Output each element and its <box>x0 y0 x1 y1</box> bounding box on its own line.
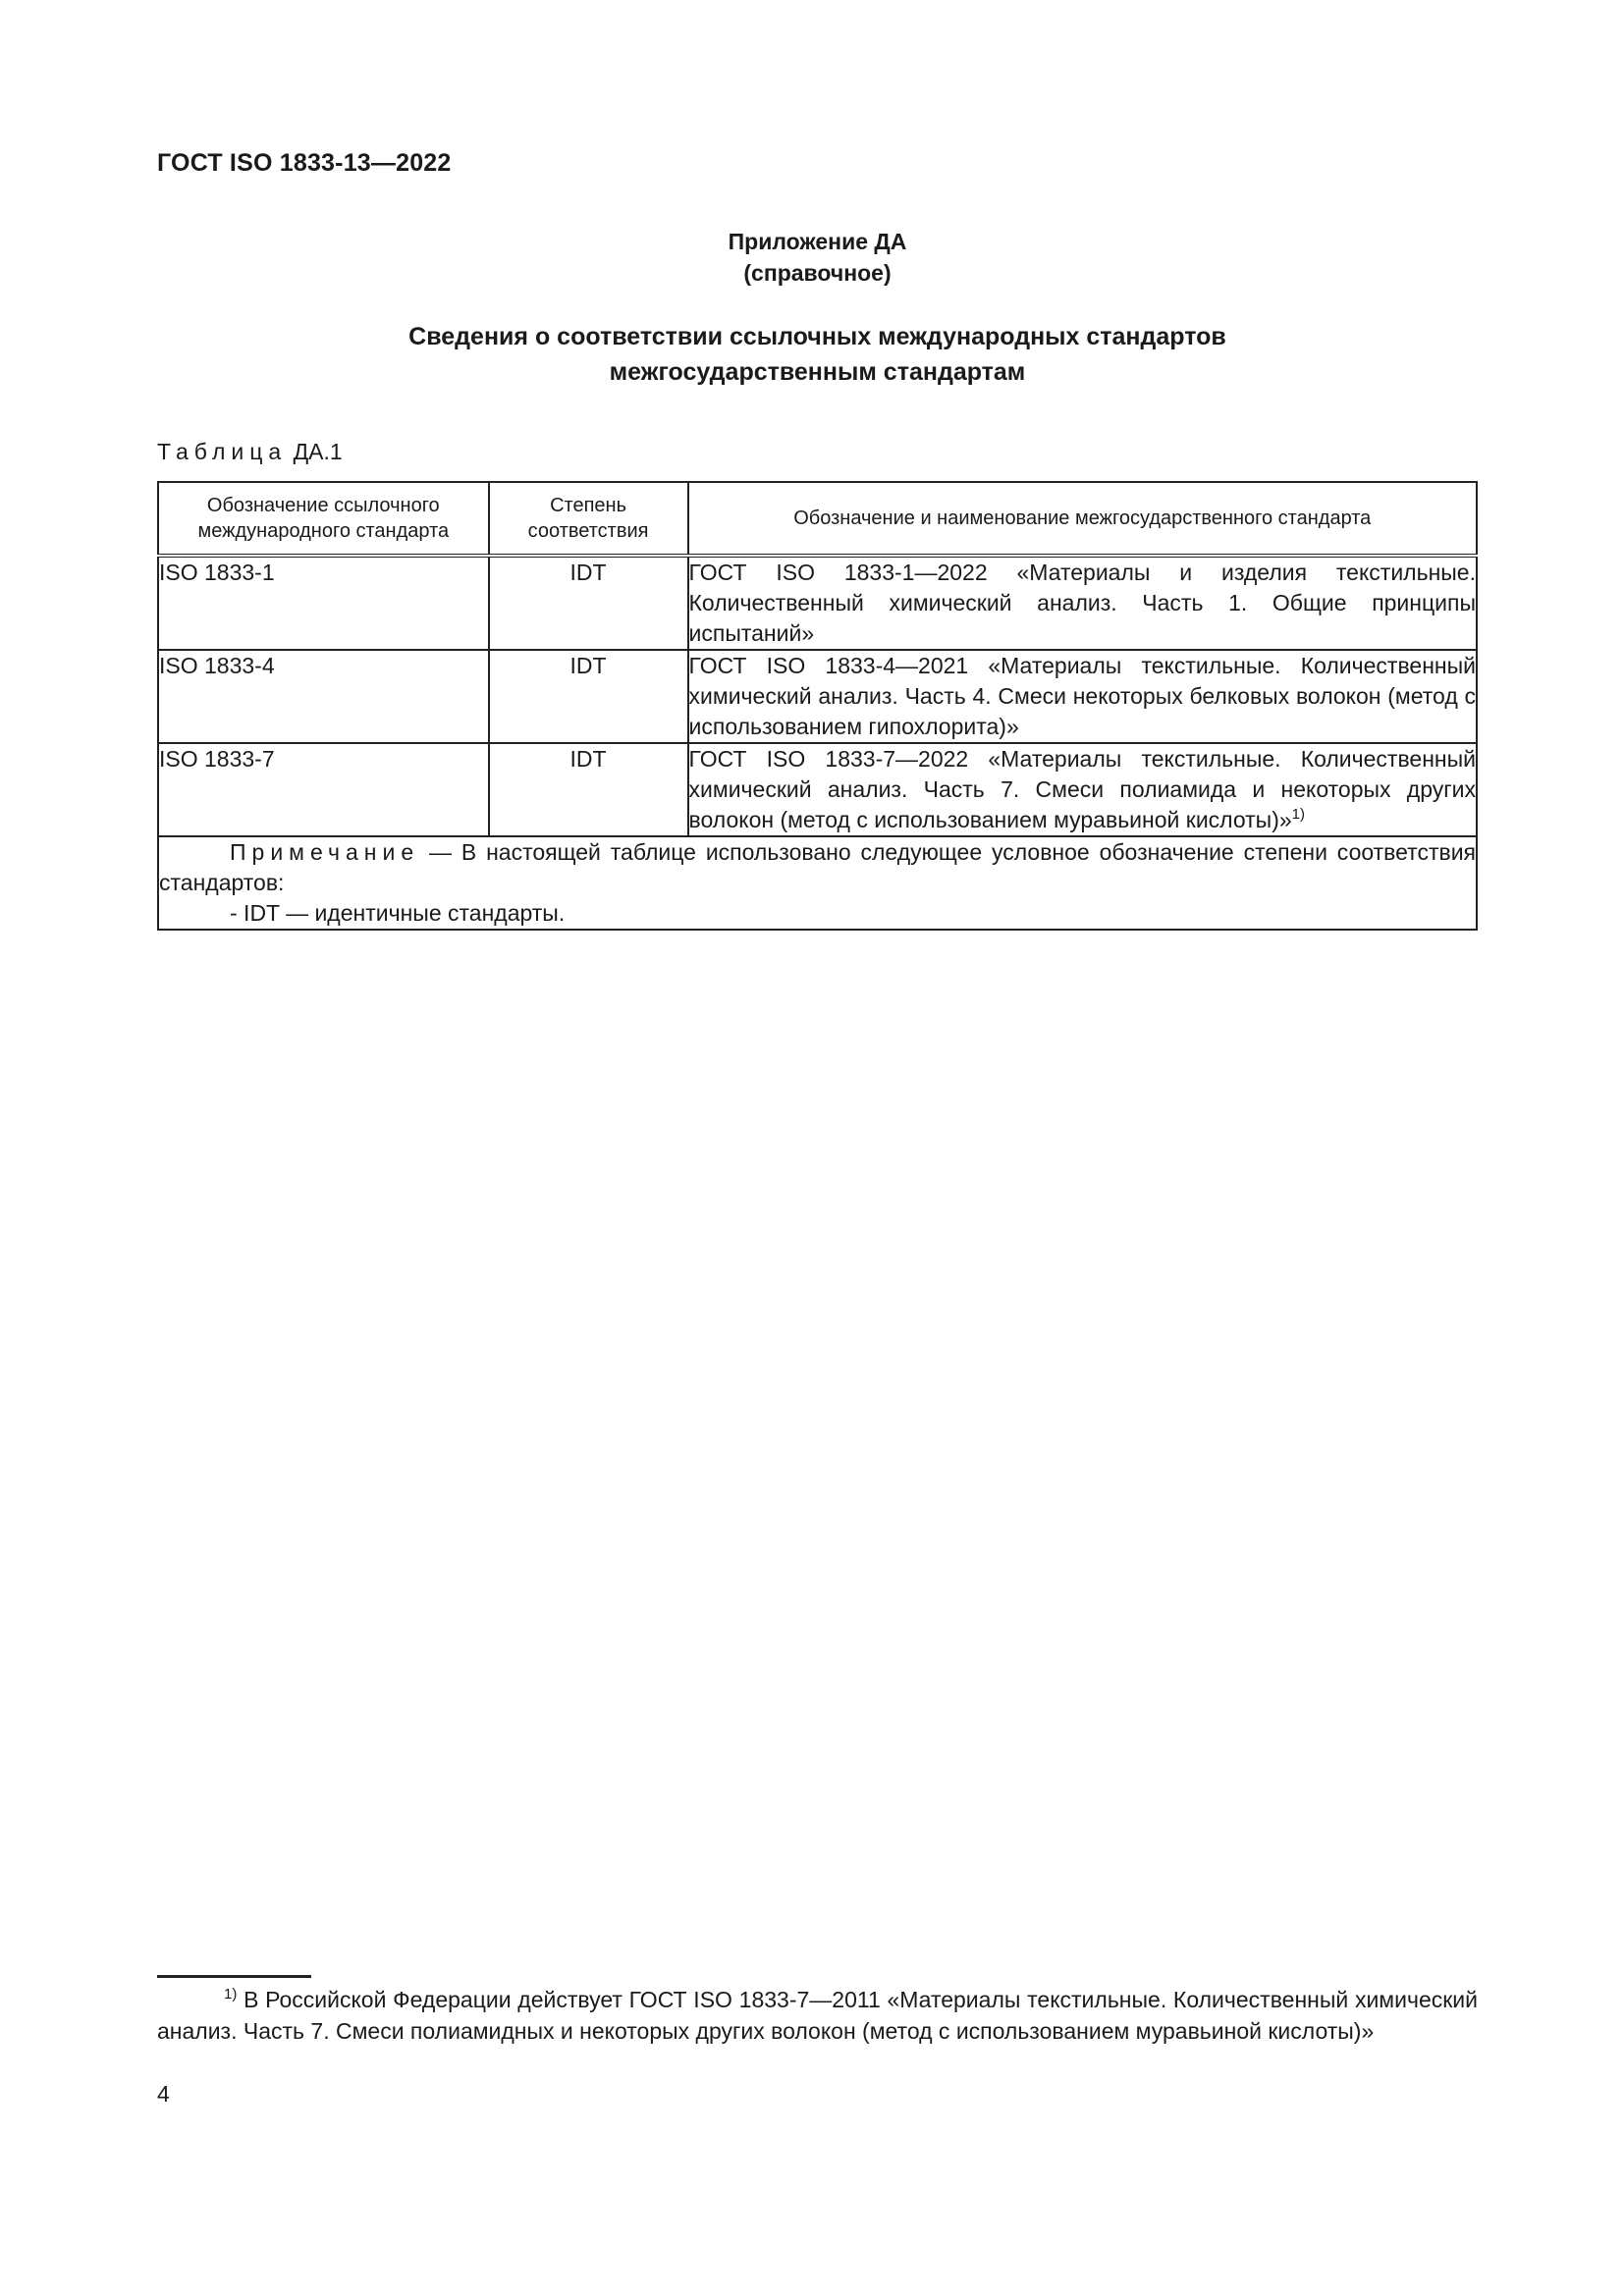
table-caption <box>157 439 343 465</box>
footnote-reference[interactable]: 1) <box>1291 806 1305 823</box>
page-number: 4 <box>157 2081 170 2107</box>
header-international-standard: Обозначение ссылочного международного стандарта <box>158 482 489 556</box>
table-header-row <box>158 482 1477 556</box>
table-row <box>158 743 1477 836</box>
table-row <box>158 650 1477 743</box>
cell-code: ISO 1833-4 <box>158 650 489 743</box>
title-line-1: Сведения о соответствии ссылочных международных стандартов <box>408 323 1226 350</box>
table-caption-word: Таблица <box>157 439 288 464</box>
correspondence-table <box>157 481 1478 931</box>
title-line-2: межгосударственным стандартам <box>609 358 1026 386</box>
note-label: Примечание <box>230 839 420 865</box>
appendix-heading <box>157 226 1478 289</box>
cell-degree: IDT <box>489 743 688 836</box>
appendix-name: Приложение ДА <box>728 229 907 254</box>
table-caption-number: ДА.1 <box>293 439 343 464</box>
cell-description: ГОСТ ISO 1833-7—2022 «Материалы текстильные. Количественный химический анализ. Часть 7. Смеси полиамида и некоторых других волокон (метод с использованием муравьиной кислоты)»$^{1)}$ <box>688 743 1477 836</box>
appendix-kind: (справочное) <box>743 260 892 286</box>
cell-degree: IDT <box>489 556 688 650</box>
cell-degree: IDT <box>489 650 688 743</box>
header-degree: Степень соответствия <box>489 482 688 556</box>
footnote-separator <box>157 1975 311 1978</box>
footnote-text: В Российской Федерации действует ГОСТ ISO 1833-7—2011 «Материалы текстильные. Количественный химический анализ. Часть 7. Смеси полиамидных и некоторых других волокон (метод с использованием муравьиной кислоты)» <box>157 1987 1478 2044</box>
footnote <box>157 1984 1478 2047</box>
cell-code: ISO 1833-7 <box>158 743 489 836</box>
table-note-row <box>158 836 1477 930</box>
cell-description: ГОСТ ISO 1833-1—2022 «Материалы и изделия текстильные. Количественный химический анализ. Часть 1. Общие принципы испытаний» <box>688 556 1477 650</box>
table-row <box>158 556 1477 650</box>
footnote-mark: 1) <box>224 1986 238 2002</box>
cell-code: ISO 1833-1 <box>158 556 489 650</box>
note-text: — В настоящей таблице использовано следующее условное обозначение степени соответствия стандартов: <box>159 839 1476 895</box>
appendix-title <box>157 319 1478 390</box>
table-note <box>158 836 1477 930</box>
header-interstate-standard: Обозначение и наименование межгосударственного стандарта <box>688 482 1477 556</box>
note-item: - IDT — идентичные стандарты. <box>230 900 566 926</box>
cell-description: ГОСТ ISO 1833-4—2021 «Материалы текстильные. Количественный химический анализ. Часть 4. Смеси некоторых белковых волокон (метод с использованием гипохлорита)» <box>688 650 1477 743</box>
document-id-header: ГОСТ ISO 1833-13—2022 <box>157 149 452 177</box>
